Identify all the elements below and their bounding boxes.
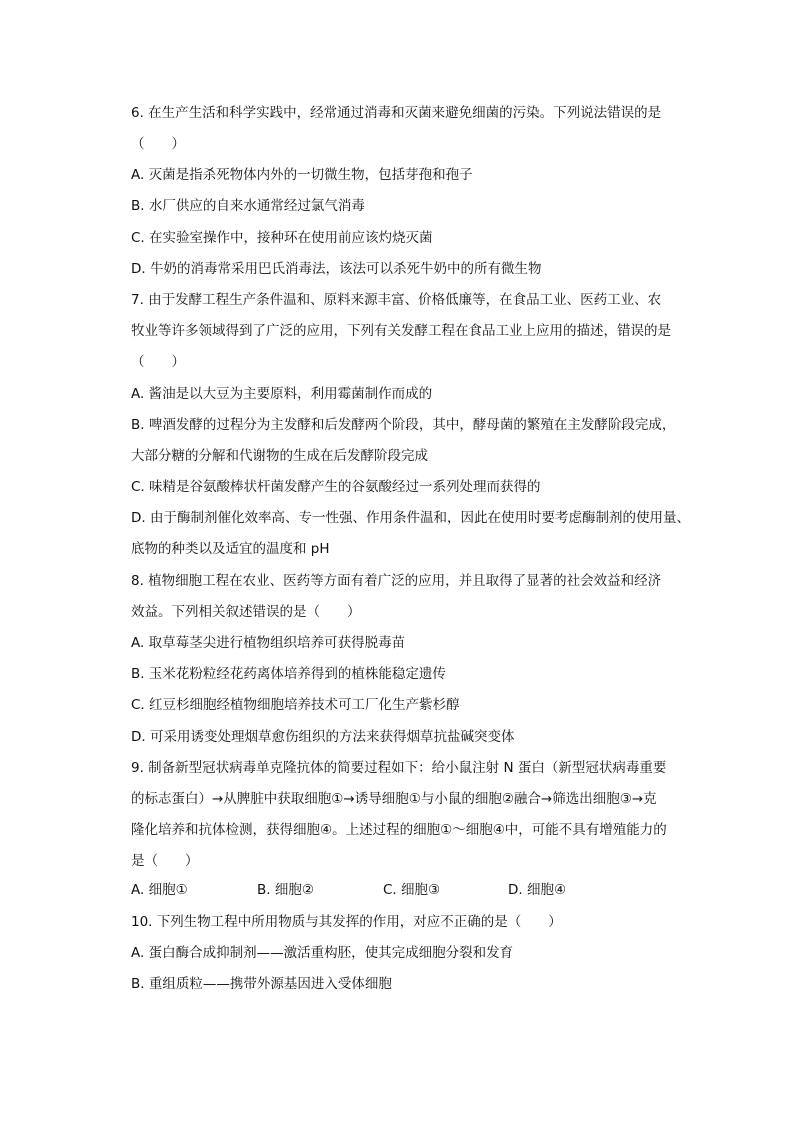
q9-stem-line-1: 9. 制备新型冠状病毒单克隆抗体的简要过程如下：给小鼠注射 N 蛋白（新型冠状病毒重要 <box>131 760 667 776</box>
q7-option-b-line-1: B. 啤酒发酵的过程分为主发酵和后发酵两个阶段，其中，酵母菌的繁殖在主发酵阶段完成， <box>131 417 676 433</box>
q6-option-b: B. 水厂供应的自来水通常经过氯气消毒 <box>131 198 365 214</box>
q7-option-d-line-2: 底物的种类以及适宜的温度和 pH <box>131 541 330 557</box>
q7-option-b-line-2: 大部分糖的分解和代谢物的生成在后发酵阶段完成 <box>131 448 428 464</box>
q8-stem-line-1: 8. 植物细胞工程在农业、医药等方面有着广泛的应用，并且取得了显著的社会效益和经济 <box>131 573 662 589</box>
q9-stem-line-2: 的标志蛋白）→从脾脏中获取细胞①→诱导细胞①与小鼠的细胞②融合→筛选出细胞③→克 <box>131 791 657 807</box>
q8-option-c: C. 红豆杉细胞经植物细胞培养技术可工厂化生产紫杉醇 <box>131 697 460 713</box>
q7-stem-line-3: （ ） <box>131 354 185 370</box>
q7-stem-line-1: 7. 由于发酵工程生产条件温和、原料来源丰富、价格低廉等，在食品工业、医药工业、农 <box>131 292 662 308</box>
q10-option-b: B. 重组质粒——携带外源基因进入受体细胞 <box>131 976 392 992</box>
q6-option-c: C. 在实验室操作中，接种环在使用前应该灼烧灭菌 <box>131 230 433 246</box>
q8-option-b: B. 玉米花粉粒经花药离体培养得到的植株能稳定遗传 <box>131 666 446 682</box>
q7-option-a: A. 酱油是以大豆为主要原料，利用霉菌制作而成的 <box>131 386 433 402</box>
q9-option-a: A. 细胞① <box>131 882 188 898</box>
q6-option-d: D. 牛奶的消毒常采用巴氏消毒法，该法可以杀死牛奶中的所有微生物 <box>131 261 542 277</box>
q9-option-b: B. 细胞② <box>257 882 314 898</box>
q9-stem-line-3: 隆化培养和抗体检测，获得细胞④。上述过程的细胞①～细胞④中，可能不具有增殖能力的 <box>131 822 667 838</box>
q10-stem: 10. 下列生物工程中所用物质与其发挥的作用，对应不正确的是（ ） <box>131 914 562 930</box>
q6-stem-line-1: 6. 在生产生活和科学实践中，经常通过消毒和灭菌来避免细菌的污染。下列说法错误的是 <box>131 105 662 121</box>
q9-option-d: D. 细胞④ <box>508 882 567 898</box>
q9-stem-line-4: 是（ ） <box>131 853 199 869</box>
q6-stem-line-2: （ ） <box>131 136 185 152</box>
q10-option-a: A. 蛋白酶合成抑制剂——激活重构胚，使其完成细胞分裂和发育 <box>131 945 514 961</box>
q8-stem-line-2: 效益。下列相关叙述错误的是（ ） <box>131 604 361 620</box>
q7-option-c: C. 味精是谷氨酸棒状杆菌发酵产生的谷氨酸经过一系列处理而获得的 <box>131 479 541 495</box>
q6-option-a: A. 灭菌是指杀死物体内外的一切微生物，包括芽孢和孢子 <box>131 167 473 183</box>
q7-stem-line-2: 牧业等许多领域得到了广泛的应用，下列有关发酵工程在食品工业上应用的描述，错误的是 <box>131 323 671 339</box>
q8-option-a: A. 取草莓茎尖进行植物组织培养可获得脱毒苗 <box>131 635 406 651</box>
q7-option-d-line-1: D. 由于酶制剂催化效率高、专一性强、作用条件温和，因此在使用时要考虑酶制剂的使用量、 <box>131 510 690 526</box>
q9-option-c: C. 细胞③ <box>383 882 441 898</box>
q8-option-d: D. 可采用诱变处理烟草愈伤组织的方法来获得烟草抗盐碱突变体 <box>131 729 515 745</box>
